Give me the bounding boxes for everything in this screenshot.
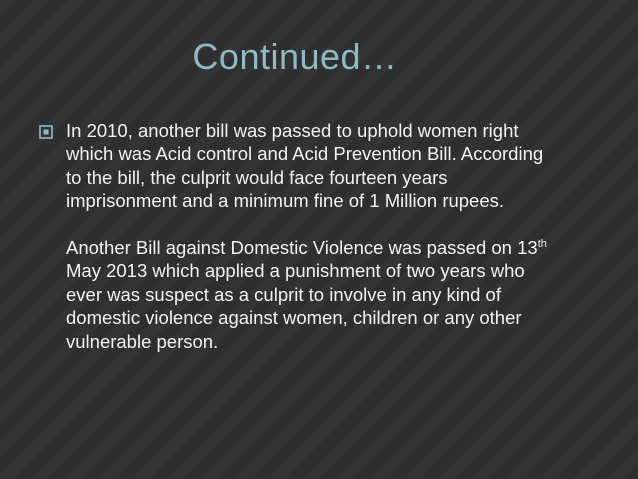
paragraph-spacer	[66, 213, 556, 236]
slide-title: Continued…	[192, 36, 398, 77]
ordinal-suffix: th	[537, 238, 547, 251]
bullet-text	[66, 119, 556, 353]
paragraph-2-after: May 2013 which applied a punishment of two years who ever was suspect as a culprit to involve in any kind of domestic violence against women, children or any other vulnerable person.	[66, 260, 525, 352]
paragraph-2-before: Another Bill against Domestic Violence was passed on 13	[66, 237, 538, 259]
paragraph-domestic-violence	[66, 236, 556, 353]
paragraph-acid-bill: In 2010, another bill was passed to uphold women right which was Acid control and Acid Prevention Bill. According to the bill, the culprit would face fourteen years imprisonment and a minimum fine of 1 Million rupees.	[66, 120, 544, 212]
square-bullet-icon	[38, 124, 54, 140]
